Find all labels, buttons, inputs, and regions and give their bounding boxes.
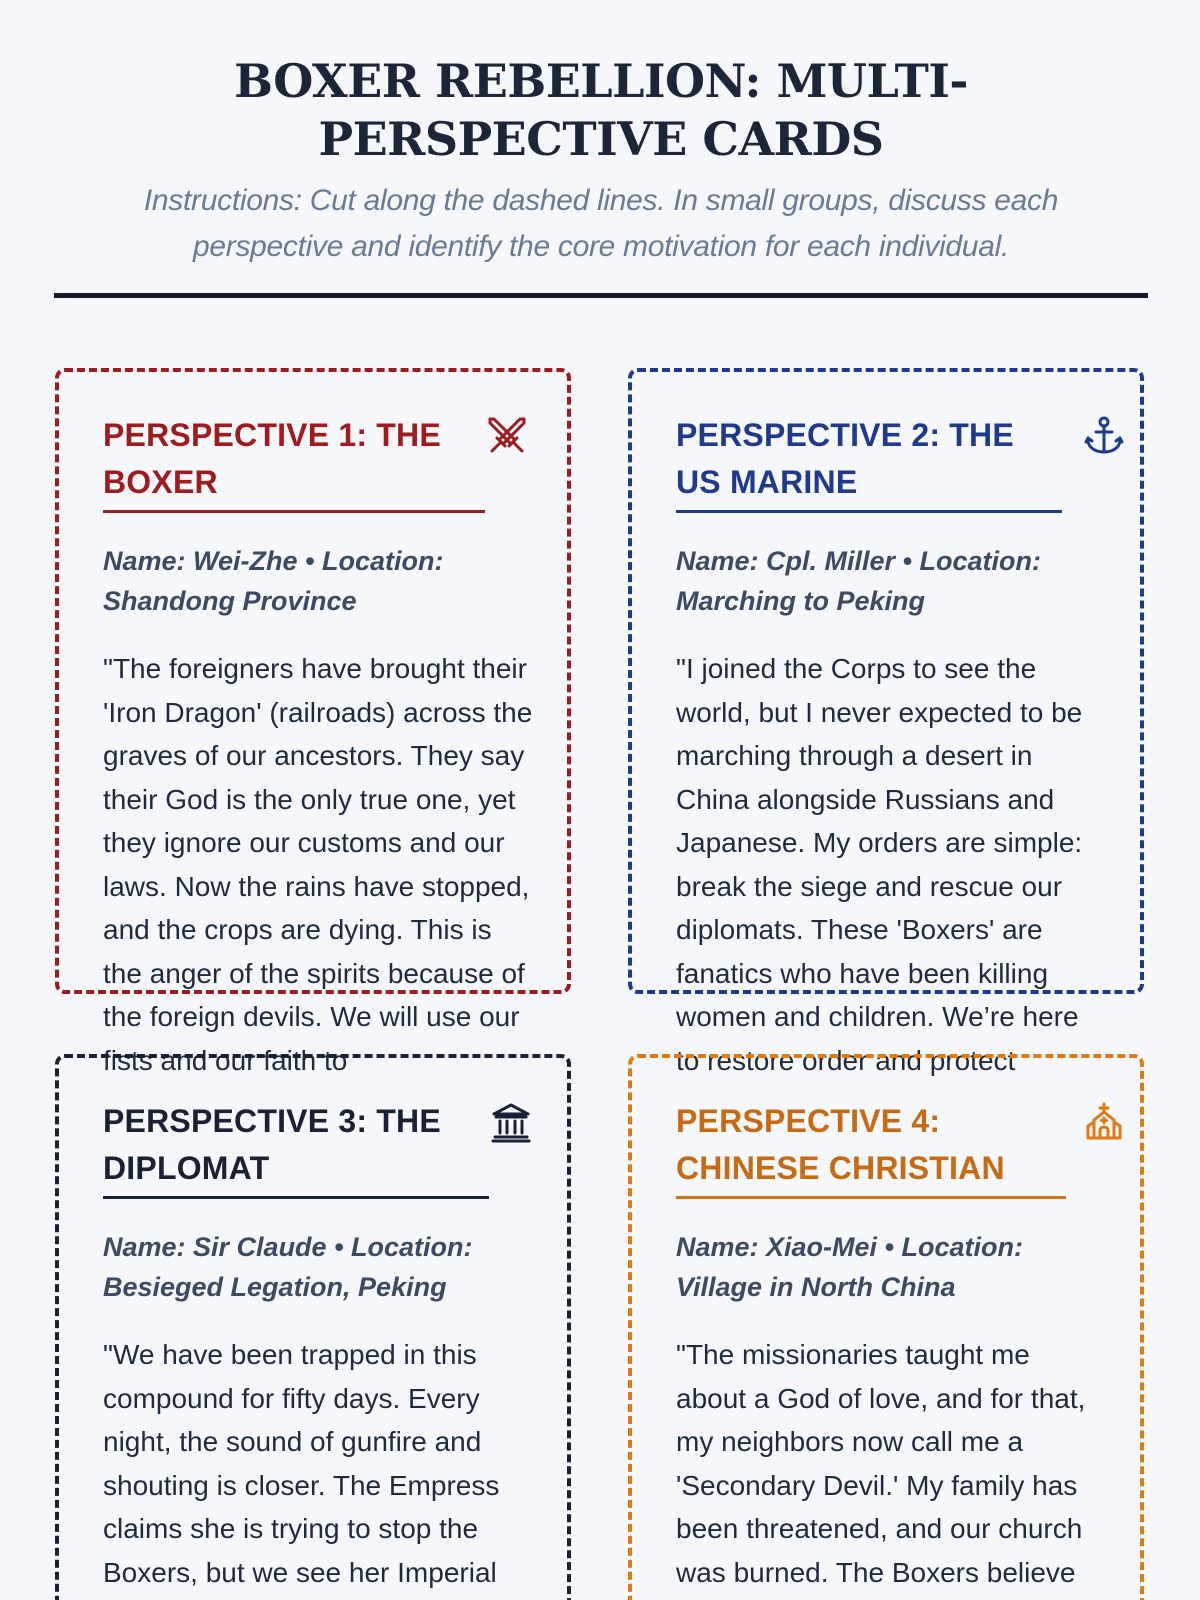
perspective-card-chinese-christian — [628, 1054, 1144, 1600]
page-title: BOXER REBELLION: MULTI-PERSPECTIVE CARDS — [234, 54, 968, 166]
card-meta: Name: Wei-Zhe • Location: Shandong Province — [103, 546, 444, 616]
card-quote: "The foreigners have brought their 'Iron Dragon' (railroads) across the graves of our ancestors. They say their God is the only true one, yet they ignore our customs and our laws. Now the rains have stopped, and the crops are dying. This is the anger of the spirits because of the foreign devils. We will use our fists and our faith to — [103, 653, 533, 1076]
card-content — [676, 1098, 1106, 1594]
perspective-card-diplomat — [55, 1054, 571, 1600]
card-meta: Name: Xiao-Mei • Location: Village in North China — [676, 1232, 1023, 1302]
card-header — [676, 412, 1106, 513]
crossed-swords-icon — [485, 414, 529, 458]
card-title: PERSPECTIVE 3: THE DIPLOMAT — [103, 1098, 489, 1199]
church-icon — [1082, 1100, 1126, 1144]
header-divider — [54, 293, 1148, 298]
card-content — [103, 1098, 533, 1594]
perspective-card-marine — [628, 368, 1144, 1076]
card-content — [676, 412, 1106, 1082]
card-title: PERSPECTIVE 1: THE BOXER — [103, 412, 485, 513]
card-header — [103, 412, 533, 513]
card-meta: Name: Cpl. Miller • Location: Marching to Peking — [676, 546, 1041, 616]
landmark-icon — [489, 1100, 533, 1144]
card-content — [103, 412, 533, 1082]
instructions-text: Instructions: Cut along the dashed lines. In small groups, discuss each perspective and identify the core motivation for each individual. — [143, 184, 1059, 263]
card-header — [103, 1098, 533, 1199]
perspective-card-boxer — [55, 368, 571, 1076]
card-header — [676, 1098, 1106, 1199]
card-quote: "I joined the Corps to see the world, but I never expected to be marching through a desert in China alongside Russians and Japanese. My orders are simple: break the siege and rescue our diplomats. These 'Boxers' are fanatics who have been killing women and children. We’re here to restore order and protect — [676, 653, 1083, 1076]
worksheet-header — [54, 52, 1148, 270]
card-title: PERSPECTIVE 2: THE US MARINE — [676, 412, 1062, 513]
card-quote: "The missionaries taught me about a God of love, and for that, my neighbors now call me a 'Secondary Devil.' My family has been threatened, and our church was burned. The Boxers believe — [676, 1339, 1086, 1588]
anchor-icon — [1082, 414, 1126, 458]
card-meta: Name: Sir Claude • Location: Besieged Legation, Peking — [103, 1232, 473, 1302]
card-quote: "We have been trapped in this compound for fifty days. Every night, the sound of gunfire and shouting is closer. The Empress claims she is trying to stop the Boxers, but we see her Imperial — [103, 1339, 500, 1588]
card-title: PERSPECTIVE 4: CHINESE CHRISTIAN — [676, 1098, 1066, 1199]
